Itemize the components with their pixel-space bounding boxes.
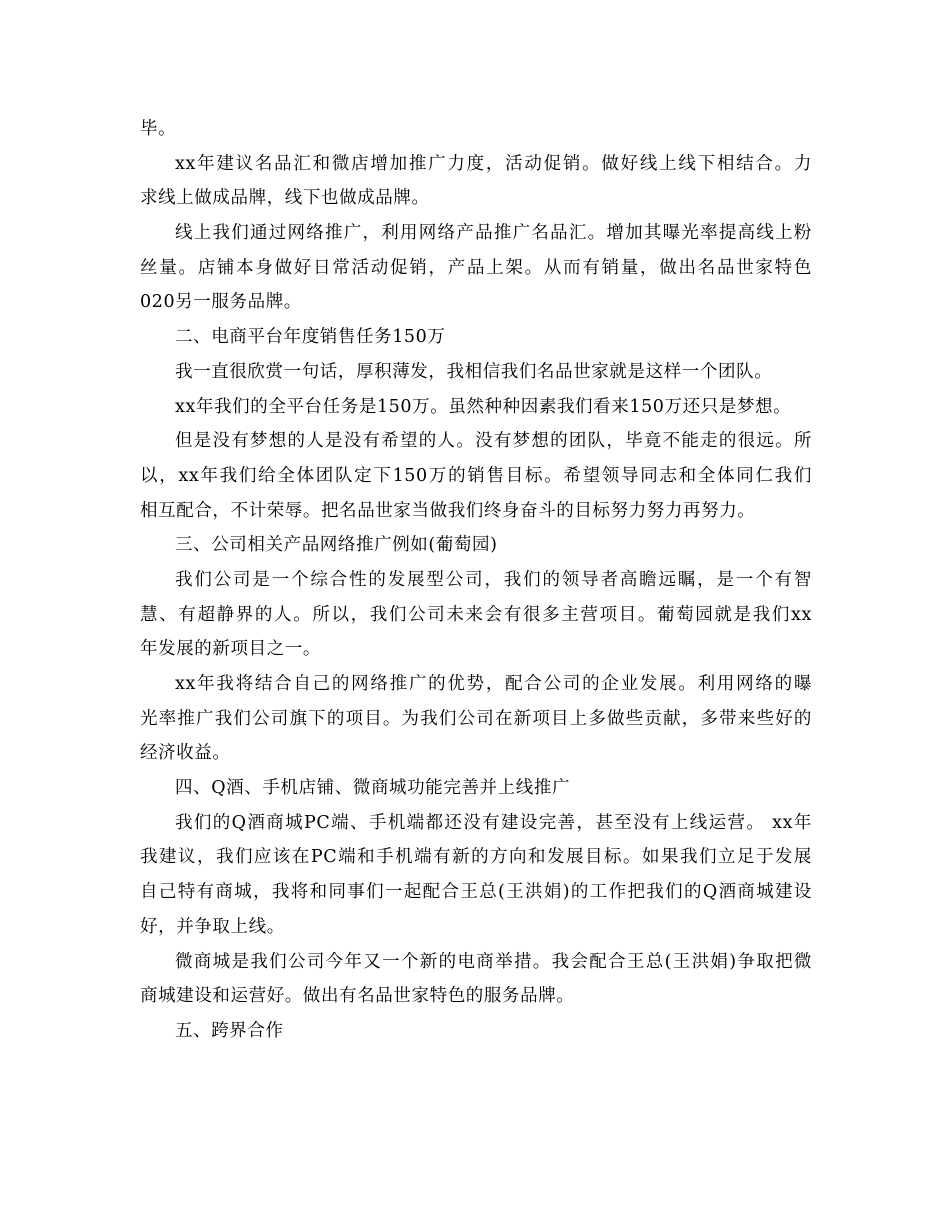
- text-line: 商城建设和运营好。做出有名品世家特色的服务品牌。: [140, 986, 575, 1007]
- text-line: 慧、有超静界的人。所以，我们公司未来会有很多主营项目。葡萄园就是我们xx: [140, 604, 812, 625]
- text-line: 相互配合，不计荣辱。把名品世家当做我们终身奋斗的目标努力努力再努力。: [140, 500, 756, 521]
- text-line: xx年我将结合自己的网络推广的优势，配合公司的企业发展。利用网络的曝: [175, 674, 812, 694]
- text-line: 微商城是我们公司今年又一个新的电商举措。我会配合王总(王洪娟)争取把微: [175, 951, 812, 972]
- section-heading: 二、电商平台年度销售任务150万: [175, 327, 446, 348]
- section-heading: 四、Q酒、手机店铺、微商城功能完善并上线推广: [175, 778, 571, 799]
- text-line: 经济收益。: [140, 743, 231, 764]
- text-line: 但是没有梦想的人是没有希望的人。没有梦想的团队，毕竟不能走的很远。所: [175, 431, 812, 452]
- text-line: 丝量。店铺本身做好日常活动促销，产品上架。从而有销量，做出名品世家特色: [140, 257, 812, 278]
- text-line: 我建议，我们应该在PC端和手机端有新的方向和发展目标。如果我们立足于发展: [140, 847, 812, 868]
- text-line: xx年建议名品汇和微店增加推广力度，活动促销。做好线上线下相结合。力: [175, 153, 812, 174]
- text-line: 我一直很欣赏一句话，厚积薄发，我相信我们名品世家就是这样一个团队。: [175, 361, 773, 382]
- text-line: 020另一服务品牌。: [140, 292, 302, 313]
- text-line: 自己特有商城，我将和同事们一起配合王总(王洪娟)的工作把我们的Q酒商城建设: [140, 882, 812, 903]
- text-line: 毕。: [140, 119, 177, 139]
- text-line: 求线上做成品牌，线下也做成品牌。: [140, 188, 430, 209]
- text-line: 好，并争取上线。: [140, 916, 285, 937]
- document-body: [140, 112, 812, 1049]
- text-line: 光率推广我们公司旗下的项目。为我们公司在新项目上多做些贡献，多带来些好的: [140, 708, 812, 729]
- text-line: 年发展的新项目之一。: [140, 639, 321, 660]
- text-line: 我们公司是一个综合性的发展型公司，我们的领导者高瞻远瞩，是一个有智: [175, 569, 812, 590]
- text-line: xx年我们的全平台任务是150万。虽然种种因素我们看来150万还只是梦想。: [175, 396, 792, 417]
- section-heading: 五、跨界合作: [175, 1020, 284, 1041]
- text-line: 以，xx年我们给全体团队定下150万的销售目标。希望领导同志和全体同仁我们: [140, 465, 812, 486]
- text-line: 线上我们通过网络推广，利用网络产品推广名品汇。增加其曝光率提高线上粉: [175, 223, 812, 244]
- section-heading: 三、公司相关产品网络推广例如(葡萄园): [175, 535, 498, 556]
- text-line: 我们的Q酒商城PC端、手机端都还没有建设完善，甚至没有上线运营。 xx年: [175, 812, 812, 833]
